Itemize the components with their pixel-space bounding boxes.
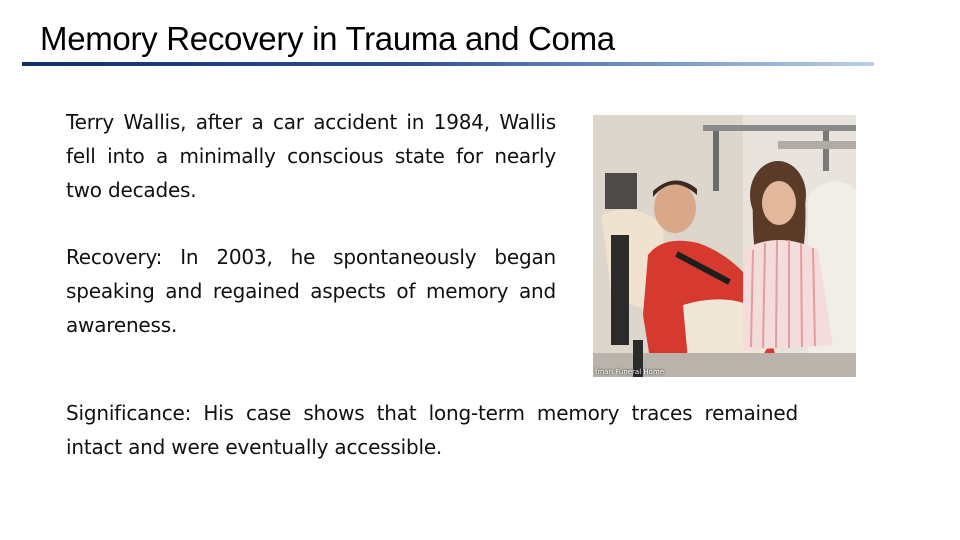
- slide-title: Memory Recovery in Trauma and Coma: [40, 20, 615, 57]
- patient-photo: [593, 115, 856, 377]
- photo-credit: fman Funeral Home: [595, 368, 665, 376]
- recovery-paragraph: Recovery: In 2003, he spontaneously began speaking and regained aspects of memory and awareness.: [66, 245, 556, 337]
- significance-paragraph: Significance: His case shows that long-term memory traces remained intact and were eventually accessible.: [66, 401, 798, 459]
- case-paragraph: Terry Wallis, after a car accident in 1984, Wallis fell into a minimally conscious state for nearly two decades.: [66, 110, 556, 202]
- title-underline: [22, 62, 874, 66]
- photo-illustration: [593, 115, 856, 377]
